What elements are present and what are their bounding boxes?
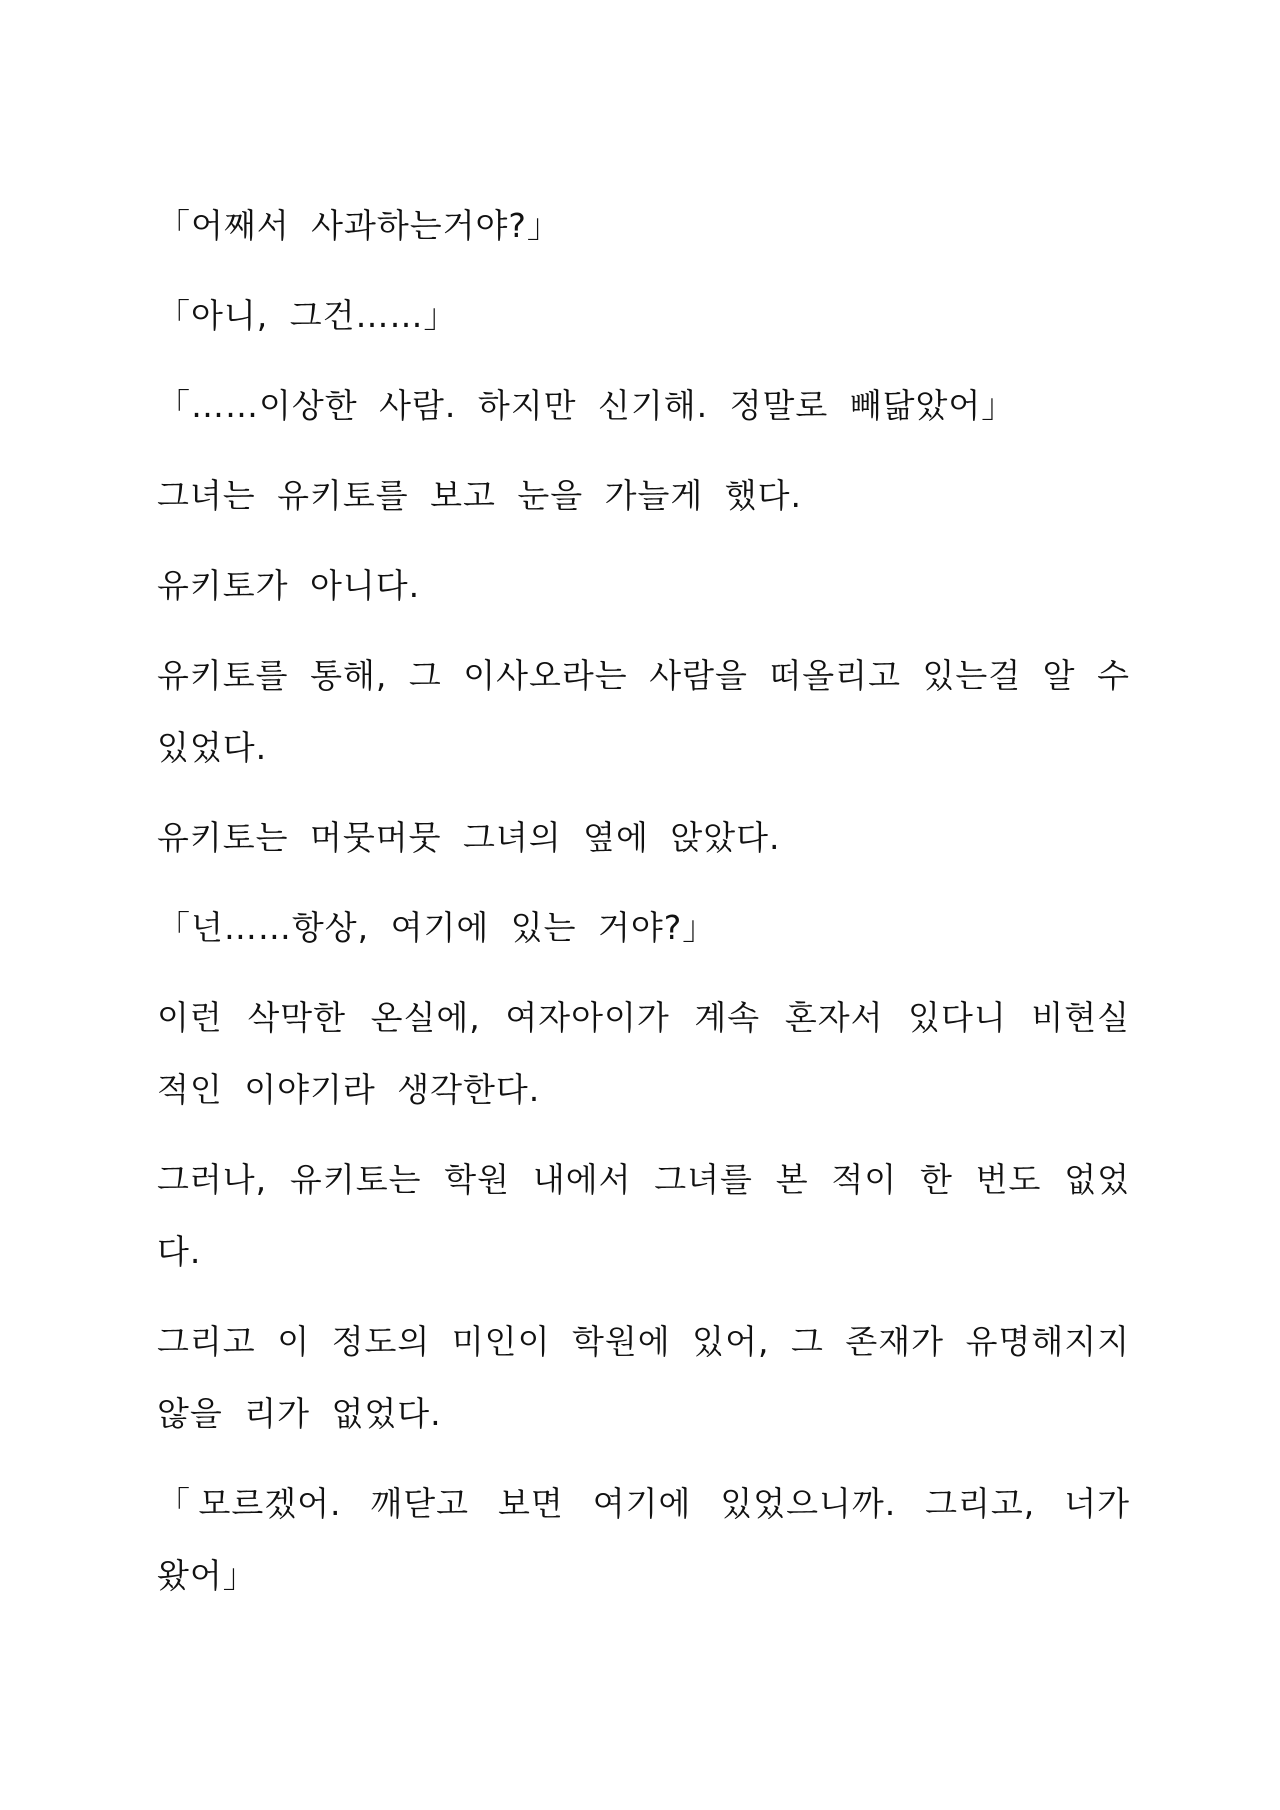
paragraph-12: 「모르겠어. 깨닫고 보면 여기에 있었으니까. 그리고, 너가 왔어」 xyxy=(157,1484,1130,1595)
paragraph-5: 유키토가 아니다. xyxy=(157,566,421,605)
paragraph-3: 「……이상한 사람. 하지만 신기해. 정말로 빼닮았어」 xyxy=(157,386,1016,425)
paragraph-7: 유키토는 머뭇머뭇 그녀의 옆에 앉았다. xyxy=(157,818,781,857)
paragraph-2: 「아니, 그건……」 xyxy=(157,296,458,335)
body-text xyxy=(157,190,1130,1612)
paragraph-10: 그러나, 유키토는 학원 내에서 그녀를 본 적이 한 번도 없었다. xyxy=(157,1160,1130,1271)
paragraph-8: 「넌……항상, 여기에 있는 거야?」 xyxy=(157,908,717,947)
paragraph-11: 그리고 이 정도의 미인이 학원에 있어, 그 존재가 유명해지지 않을 리가 없었다. xyxy=(157,1322,1130,1433)
paragraph-1: 「어째서 사과하는거야?」 xyxy=(157,206,561,245)
paragraph-6: 유키토를 통해, 그 이사오라는 사람을 떠올리고 있는걸 알 수 있었다. xyxy=(157,656,1130,767)
paragraph-9: 이런 삭막한 온실에, 여자아이가 계속 혼자서 있다니 비현실적인 이야기라 생각한다. xyxy=(157,998,1130,1109)
paragraph-4: 그녀는 유키토를 보고 눈을 가늘게 했다. xyxy=(157,476,802,515)
